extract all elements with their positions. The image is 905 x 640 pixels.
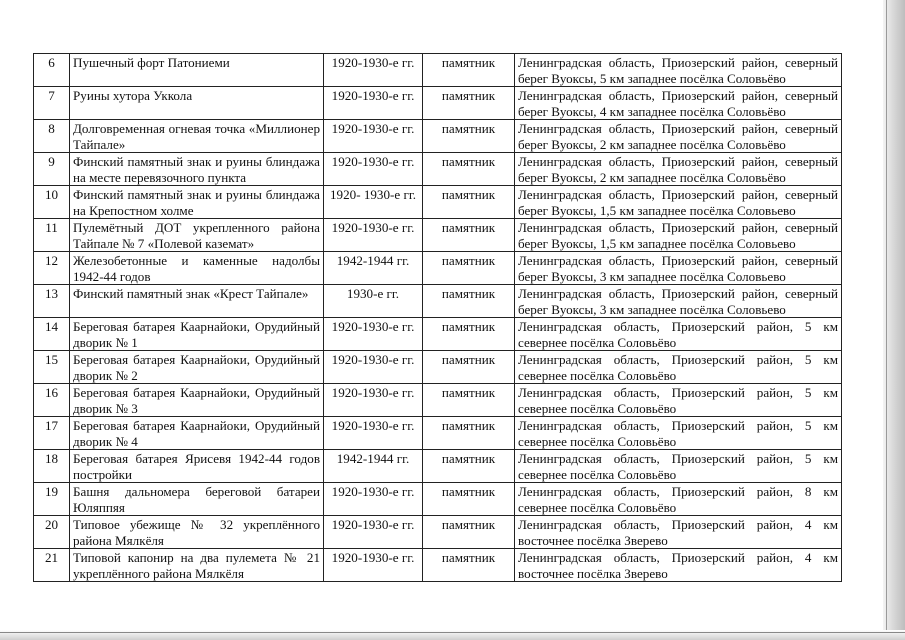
table-row bbox=[34, 318, 842, 351]
table-row bbox=[34, 285, 842, 318]
monument-location: Ленинградская область, Приозерский район, 5 км севернее посёлка Соловьёво bbox=[515, 318, 842, 351]
monument-category: памятник bbox=[423, 549, 515, 582]
monument-date: 1920-1930-е гг. bbox=[324, 318, 423, 351]
table-row bbox=[34, 219, 842, 252]
page-edge-shadow-right bbox=[883, 0, 905, 640]
monument-location: Ленинградская область, Приозерский район, северный берег Вуоксы, 2 км западнее посёлка Соловьёво bbox=[515, 120, 842, 153]
row-number: 10 bbox=[34, 186, 70, 219]
monument-location: Ленинградская область, Приозерский район, 5 км севернее посёлка Соловьёво bbox=[515, 417, 842, 450]
monument-name: Береговая батарея Каарнайоки, Орудийный дворик № 1 bbox=[70, 318, 324, 351]
row-number: 20 bbox=[34, 516, 70, 549]
table-row bbox=[34, 120, 842, 153]
monument-name: Финский памятный знак «Крест Тайпале» bbox=[70, 285, 324, 318]
monument-category: памятник bbox=[423, 54, 515, 87]
monument-name: Береговая батарея Каарнайоки, Орудийный дворик № 4 bbox=[70, 417, 324, 450]
monument-date: 1920-1930-е гг. bbox=[324, 351, 423, 384]
monument-location: Ленинградская область, Приозерский район, северный берег Вуоксы, 2 км западнее посёлка Соловьёво bbox=[515, 153, 842, 186]
table-row bbox=[34, 384, 842, 417]
monument-date: 1920-1930-е гг. bbox=[324, 153, 423, 186]
monument-category: памятник bbox=[423, 153, 515, 186]
row-number: 8 bbox=[34, 120, 70, 153]
monument-location: Ленинградская область, Приозерский район, северный берег Вуоксы, 3 км западнее посёлка Соловьево bbox=[515, 252, 842, 285]
row-number: 13 bbox=[34, 285, 70, 318]
monument-date: 1920-1930-е гг. bbox=[324, 120, 423, 153]
monument-location: Ленинградская область, Приозерский район, северный берег Вуоксы, 3 км западнее посёлка Соловьево bbox=[515, 285, 842, 318]
monument-location: Ленинградская область, Приозерский район, северный берег Вуоксы, 1,5 км западнее посёлка Соловьево bbox=[515, 219, 842, 252]
table-row bbox=[34, 54, 842, 87]
monument-name: Пулемётный ДОТ укрепленного района Тайпале № 7 «Полевой каземат» bbox=[70, 219, 324, 252]
monument-location: Ленинградская область, Приозерский район, северный берег Вуоксы, 1,5 км западнее посёлка Соловьево bbox=[515, 186, 842, 219]
table-row bbox=[34, 549, 842, 582]
row-number: 6 bbox=[34, 54, 70, 87]
monument-category: памятник bbox=[423, 516, 515, 549]
monument-category: памятник bbox=[423, 252, 515, 285]
monument-name: Пушечный форт Патониеми bbox=[70, 54, 324, 87]
monument-name: Железобетонные и каменные надолбы 1942-44 годов bbox=[70, 252, 324, 285]
monument-name: Типовое убежище № 32 укреплённого района Мялкёля bbox=[70, 516, 324, 549]
row-number: 9 bbox=[34, 153, 70, 186]
monument-category: памятник bbox=[423, 483, 515, 516]
monument-name: Долговременная огневая точка «Миллионер Тайпале» bbox=[70, 120, 324, 153]
monument-category: памятник bbox=[423, 351, 515, 384]
row-number: 11 bbox=[34, 219, 70, 252]
monument-location: Ленинградская область, Приозерский район, 5 км севернее посёлка Соловьёво bbox=[515, 450, 842, 483]
monument-date: 1930-е гг. bbox=[324, 285, 423, 318]
monument-date: 1920-1930-е гг. bbox=[324, 417, 423, 450]
monument-name: Береговая батарея Ярисевя 1942-44 годов постройки bbox=[70, 450, 324, 483]
monument-date: 1920-1930-е гг. bbox=[324, 87, 423, 120]
table-row bbox=[34, 516, 842, 549]
monument-location: Ленинградская область, Приозерский район, северный берег Вуоксы, 4 км западнее посёлка Соловьёво bbox=[515, 87, 842, 120]
monument-date: 1920-1930-е гг. bbox=[324, 549, 423, 582]
monument-date: 1942-1944 гг. bbox=[324, 450, 423, 483]
monument-location: Ленинградская область, Приозерский район, 4 км восточнее посёлка Зверево bbox=[515, 549, 842, 582]
monument-category: памятник bbox=[423, 417, 515, 450]
monument-name: Береговая батарея Каарнайоки, Орудийный дворик № 3 bbox=[70, 384, 324, 417]
monument-date: 1920-1930-е гг. bbox=[324, 483, 423, 516]
monument-location: Ленинградская область, Приозерский район, 8 км севернее посёлка Соловьёво bbox=[515, 483, 842, 516]
row-number: 12 bbox=[34, 252, 70, 285]
table-row bbox=[34, 417, 842, 450]
monument-name: Типовой капонир на два пулемета № 21 укреплённого района Мялкёля bbox=[70, 549, 324, 582]
row-number: 14 bbox=[34, 318, 70, 351]
table-row bbox=[34, 450, 842, 483]
monument-location: Ленинградская область, Приозерский район, 5 км севернее посёлка Соловьёво bbox=[515, 351, 842, 384]
row-number: 21 bbox=[34, 549, 70, 582]
monument-category: памятник bbox=[423, 450, 515, 483]
monument-name: Руины хутора Уккола bbox=[70, 87, 324, 120]
row-number: 7 bbox=[34, 87, 70, 120]
monument-name: Финский памятный знак и руины блиндажа на месте перевязочного пункта bbox=[70, 153, 324, 186]
table-row bbox=[34, 87, 842, 120]
table-row bbox=[34, 252, 842, 285]
row-number: 18 bbox=[34, 450, 70, 483]
row-number: 16 bbox=[34, 384, 70, 417]
table-row bbox=[34, 351, 842, 384]
monument-category: памятник bbox=[423, 285, 515, 318]
monument-category: памятник bbox=[423, 120, 515, 153]
monument-category: памятник bbox=[423, 219, 515, 252]
monument-location: Ленинградская область, Приозерский район, 5 км севернее посёлка Соловьёво bbox=[515, 384, 842, 417]
monuments-table-body bbox=[34, 54, 842, 582]
monument-category: памятник bbox=[423, 384, 515, 417]
monument-date: 1920-1930-е гг. bbox=[324, 219, 423, 252]
row-number: 15 bbox=[34, 351, 70, 384]
monument-name: Башня дальномера береговой батареи Юляппяя bbox=[70, 483, 324, 516]
monument-location: Ленинградская область, Приозерский район, северный берег Вуоксы, 5 км западнее посёлка Соловьёво bbox=[515, 54, 842, 87]
monument-category: памятник bbox=[423, 318, 515, 351]
monument-date: 1920-1930-е гг. bbox=[324, 384, 423, 417]
row-number: 19 bbox=[34, 483, 70, 516]
table-row bbox=[34, 186, 842, 219]
monument-name: Береговая батарея Каарнайоки, Орудийный дворик № 2 bbox=[70, 351, 324, 384]
monument-name: Финский памятный знак и руины блиндажа на Крепостном холме bbox=[70, 186, 324, 219]
monument-date: 1920-1930-е гг. bbox=[324, 54, 423, 87]
row-number: 17 bbox=[34, 417, 70, 450]
table-row bbox=[34, 153, 842, 186]
monument-date: 1920-1930-е гг. bbox=[324, 516, 423, 549]
monuments-table bbox=[33, 53, 842, 582]
monument-date: 1942-1944 гг. bbox=[324, 252, 423, 285]
monument-category: памятник bbox=[423, 87, 515, 120]
table-row bbox=[34, 483, 842, 516]
monument-location: Ленинградская область, Приозерский район, 4 км восточнее посёлка Зверево bbox=[515, 516, 842, 549]
monument-category: памятник bbox=[423, 186, 515, 219]
monument-date: 1920- 1930-е гг. bbox=[324, 186, 423, 219]
page-edge-shadow-bottom bbox=[0, 630, 905, 640]
